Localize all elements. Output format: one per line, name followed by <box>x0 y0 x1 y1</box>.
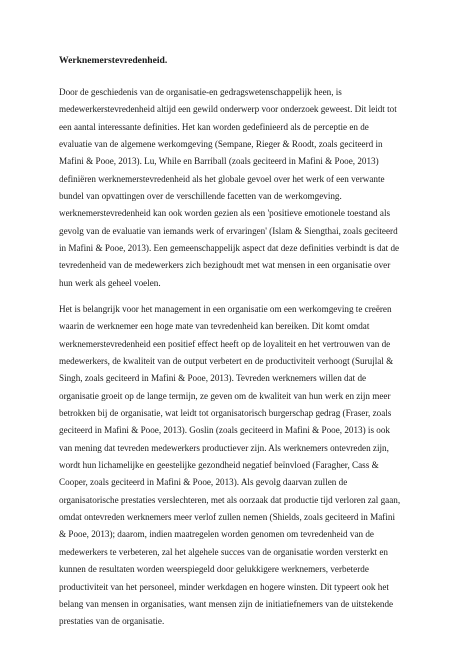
paragraph-definitions <box>59 84 431 292</box>
text-line: wordt hun lichamelijke en geestelijke gezondheid negatief beïnvloed (Faragher, Cass & <box>59 460 379 471</box>
text-line: organisatorische prestaties verslechteren, met als oorzaak dat productie tijd verloren zal gaan, <box>59 494 401 505</box>
text-line: Het is belangrijk voor het management in een organisatie om een werkomgeving te creëren <box>59 304 392 314</box>
text-line: Door de geschiedenis van de organisatie-en gedragswetenschappelijk heen, is <box>59 87 342 97</box>
text-line: medewerkers, de kwaliteit van de output verbetert en de productiviteit verhoogt (Surujlal & <box>59 356 394 367</box>
text-line: werknemerstevredenheid een positief effect heeft op de loyaliteit en het vertrouwen van de <box>59 338 391 349</box>
text-line: gevolg van de evaluatie van iemands werk of ervaringen' (Islam & Siengthai, zoals geciteerd <box>59 225 398 236</box>
text-line: belang van mensen in organisaties, want mensen zijn de initiatiefnemers van de uitstekende <box>59 598 394 609</box>
text-line: Singh, zoals geciteerd in Mafini & Pooe, 2013). Tevreden werknemers willen dat de <box>59 373 367 384</box>
text-line: Mafini & Pooe, 2013). Lu, While en Barriball (zoals geciteerd in Mafini & Pooe, 2013) <box>59 156 379 167</box>
text-line: Cooper, zoals geciteerd in Mafini & Pooe, 2013). Als gevolg daarvan zullen de <box>59 477 348 488</box>
text-line: een aantal interessante definities. Het kan worden gedefinieerd als de perceptie en de <box>59 121 369 132</box>
text-line: van mening dat tevreden medewerkers productiever zijn. Als werknemers ontevreden zijn, <box>59 442 389 453</box>
text-line: definiëren werknemerstevredenheid als het globale gevoel over het werk of een verwante <box>59 173 385 184</box>
text-line: geciteerd in Mafini & Pooe, 2013). Goslin (zoals geciteerd in Mafini & Pooe, 2013) is ook <box>59 425 390 436</box>
text-line: organisatie groeit op de lange termijn, ze geven om de kwaliteit van hun werk en zijn meer <box>59 390 391 401</box>
text-line: medewerkers te verbeteren, zal het algehele succes van de organisatie worden versterkt en <box>59 546 388 557</box>
text-line: werknemerstevredenheid kan ook worden gezien als een 'positieve emotionele toestand als <box>59 208 391 219</box>
text-line: tevredenheid van de medewerkers zich bezighoudt met wat mensen in een organisatie over <box>59 260 391 271</box>
text-line: hun werk als geheel voelen. <box>59 277 161 288</box>
text-line: prestaties van de organisatie. <box>59 616 165 627</box>
text-line: omdat ontevreden werknemers meer verlof zullen nemen (Shields, zoals geciteerd in Mafini <box>59 512 395 523</box>
text-line: kunnen de resultaten worden weerspiegeld door gelukkigere werknemers, verbeterde <box>59 564 369 575</box>
document-title: Werknemerstevredenheid. <box>59 55 168 66</box>
text-line: & Pooe, 2013); daarom, indien maatregelen worden genomen om tevredenheid van de <box>59 529 374 540</box>
text-line: bundel van opvattingen over de verschillende facetten van de werkomgeving. <box>59 191 342 202</box>
paragraph-importance <box>59 301 431 631</box>
text-line: betrokken bij de organisatie, wat leidt tot organisatorisch burgerschap gedrag (Fraser, zoals <box>59 408 392 419</box>
text-line: in Mafini & Pooe, 2013). Een gemeenschappelijk aspect dat deze definities verbindt is dat de <box>59 243 400 254</box>
text-line: evaluatie van de algemene werkomgeving (Sempane, Rieger & Roodt, zoals geciteerd in <box>59 139 383 150</box>
text-line: medewerkerstevredenheid altijd een gewild onderwerp voor onderzoek geweest. Dit leidt tot <box>59 104 397 115</box>
text-line: waarin de werknemer een hoge mate van tevredenheid kan bereiken. Dit komt omdat <box>59 321 370 332</box>
text-line: productiviteit van het personeel, minder werkdagen en hogere winsten. Dit typeert ook het <box>59 581 389 592</box>
